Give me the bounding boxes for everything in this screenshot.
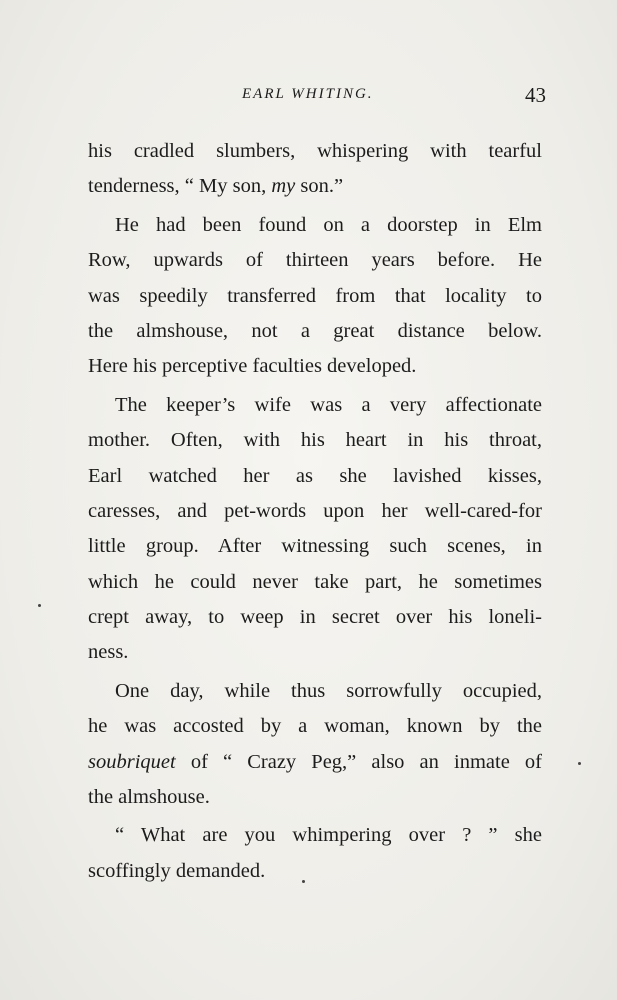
text-line: mother. Often, with his heart in his throat, [88,429,542,452]
text-line: soubriquet of “ Crazy Peg,” also an inmate of [88,750,542,773]
print-speck [578,762,581,765]
text-line: ness. [88,641,129,664]
text-line: “ What are you whimpering over ? ” she [115,824,542,847]
running-title: EARL WHITING. [242,86,374,102]
page-header [88,83,546,110]
text-line: which he could never take part, he sometimes [88,570,542,593]
body-text [88,134,542,889]
text-line: Row, upwards of thirteen years before. He [88,249,542,272]
text-line: He had been found on a doorstep in Elm [115,213,542,236]
text-line: was speedily transferred from that locality to [88,284,542,307]
print-speck [38,604,41,607]
text-line: the almshouse, not a great distance below. [88,319,542,342]
text-line: Here his perceptive faculties developed. [88,355,417,378]
text-line: caresses, and pet-words upon her well-cared-for [88,499,542,522]
page-number: 43 [525,83,546,107]
text-line: tenderness, “ My son, my son.” [88,175,344,198]
print-speck [302,880,305,883]
text-line: the almshouse. [88,786,210,809]
text-line: crept away, to weep in secret over his loneli- [88,606,542,629]
text-line: his cradled slumbers, whispering with tearful [88,140,542,162]
text-line: One day, while thus sorrowfully occupied, [115,679,542,702]
text-line: he was accosted by a woman, known by the [88,715,542,738]
text-line: Earl watched her as she lavished kisses, [88,464,542,487]
text-line: scoffingly demanded. [88,859,266,882]
text-line: The keeper’s wife was a very affectionate [115,393,542,416]
text-line: little group. After witnessing such scenes, in [88,535,542,558]
